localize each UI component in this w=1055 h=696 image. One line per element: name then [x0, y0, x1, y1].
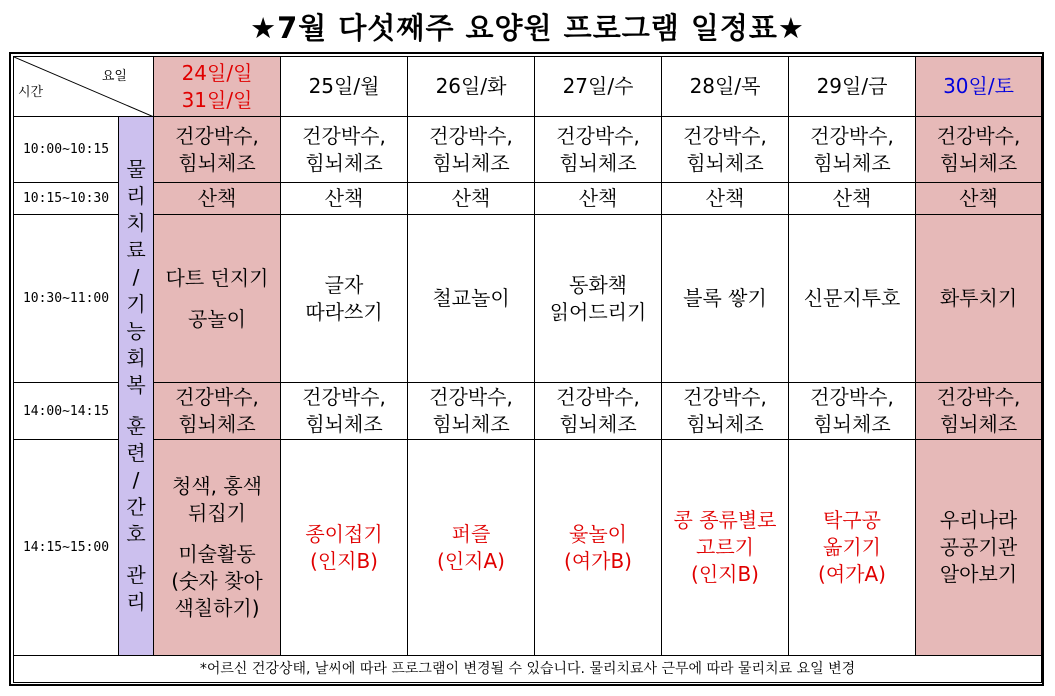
side-label-char: 기 [126, 292, 146, 316]
activity-line: 건강박수, [936, 123, 1021, 148]
day-header-tue [408, 57, 535, 117]
activity-line: 힘뇌체조 [178, 150, 256, 175]
activity-line: 옮기기 [823, 535, 881, 559]
activity-line: 산책 [451, 186, 491, 210]
activity-line: 따라쓰기 [305, 299, 383, 324]
activity-cell [535, 117, 662, 183]
weekday-label: 요일 [101, 69, 127, 84]
activity-cell [408, 215, 535, 383]
side-label-char: 물 [126, 157, 146, 181]
schedule-row [14, 183, 1042, 215]
activity-cell [408, 440, 535, 656]
activity-line: 힘뇌체조 [305, 412, 383, 436]
activity-line: 탁구공 [823, 508, 881, 532]
activity-line: (인지B) [691, 562, 759, 586]
activity-line: 힘뇌체조 [813, 150, 891, 175]
activity-cell [154, 440, 281, 656]
activity-cell [535, 440, 662, 656]
side-label-cell [119, 117, 154, 656]
activity-cell [789, 215, 916, 383]
activity-line: 힘뇌체조 [305, 150, 383, 175]
side-label-char: 복 [126, 373, 146, 397]
activity-line: 산책 [705, 186, 745, 210]
side-label-gap [119, 399, 153, 413]
schedule-table [13, 56, 1042, 683]
activity-line: 뒤집기 [188, 501, 246, 525]
activity-line: 힘뇌체조 [686, 412, 764, 436]
side-label-char: / [132, 468, 140, 492]
activity-line: (인지B) [310, 548, 378, 573]
day-header-sun [154, 57, 281, 117]
side-label-char: 치 [126, 211, 146, 235]
line-spacer [154, 527, 280, 541]
activity-line: 알아보기 [939, 562, 1018, 586]
time-cell: 14:00~14:15 [14, 383, 119, 440]
side-label-char: 료 [126, 238, 146, 262]
activity-line: 건강박수, [683, 123, 767, 148]
activity-line: 건강박수, [556, 385, 640, 409]
activity-line: 산책 [959, 186, 998, 210]
activity-cell [535, 383, 662, 440]
line-spacer [154, 292, 280, 306]
activity-cell [408, 383, 535, 440]
activity-line: 건강박수, [175, 385, 259, 409]
time-label: 시간 [18, 85, 44, 100]
side-label-char: 호 [126, 522, 146, 546]
activity-line: 힘뇌체조 [939, 412, 1018, 436]
activity-cell [916, 215, 1042, 383]
activity-line: 건강박수, [556, 123, 640, 148]
side-label-char: 회 [126, 346, 146, 370]
footer-row [14, 656, 1042, 683]
activity-cell [154, 117, 281, 183]
activity-cell [916, 440, 1042, 656]
side-label-char: 간 [126, 495, 146, 519]
activity-line: 신문지투호 [803, 286, 901, 310]
activity-line: 읽어드리기 [549, 299, 647, 324]
day-header-line: 30일/토 [943, 74, 1014, 98]
activity-line: 산책 [578, 186, 618, 210]
schedule-row [14, 440, 1042, 656]
activity-line: (여가A) [818, 562, 886, 586]
day-header-sat [916, 57, 1042, 117]
activity-cell [789, 383, 916, 440]
activity-line: 건강박수, [683, 385, 767, 409]
activity-line: 건강박수, [302, 123, 386, 148]
side-label-char: 리 [126, 590, 146, 614]
activity-line: 산책 [832, 186, 872, 210]
day-header-fri [789, 57, 916, 117]
activity-line: 글자 [324, 272, 364, 297]
schedule-row [14, 383, 1042, 440]
activity-line: 힘뇌체조 [432, 412, 510, 436]
activity-cell [916, 117, 1042, 183]
activity-line: 힘뇌체조 [178, 412, 256, 436]
activity-line: (숫자 찾아 [171, 569, 263, 593]
activity-line: 미술활동 [178, 542, 256, 566]
day-header-mon [281, 57, 408, 117]
day-header-line: 29일/금 [816, 74, 888, 98]
day-header-line: 27일/수 [562, 74, 634, 98]
activity-cell [789, 440, 916, 656]
activity-line: 청색, 홍색 [172, 474, 262, 498]
activity-cell [281, 183, 408, 215]
activity-cell [789, 183, 916, 215]
activity-line: 건강박수, [810, 123, 894, 148]
side-label-char: 련 [126, 441, 146, 465]
activity-line: 동화책 [569, 272, 627, 297]
activity-cell [408, 117, 535, 183]
activity-line: (인지A) [437, 548, 505, 573]
header-row [14, 57, 1042, 117]
side-label-char: 훈 [126, 414, 146, 438]
day-header-line: 28일/목 [689, 74, 761, 98]
activity-line: 퍼즐 [451, 521, 491, 546]
activity-line: 화투치기 [939, 286, 1018, 310]
time-cell: 10:30~11:00 [14, 215, 119, 383]
activity-line: 건강박수, [810, 385, 894, 409]
activity-cell [281, 440, 408, 656]
activity-line: 힘뇌체조 [559, 412, 637, 436]
time-cell: 14:15~15:00 [14, 440, 119, 656]
header-corner-cell [14, 57, 154, 117]
activity-cell [662, 183, 789, 215]
activity-line: 종이접기 [305, 521, 383, 546]
activity-cell [789, 117, 916, 183]
activity-line: 콩 종류별로 [673, 508, 777, 532]
activity-cell [662, 215, 789, 383]
footer-note: *어르신 건강상태, 날씨에 따라 프로그램이 변경될 수 있습니다. 물리치료사 근무에 따라 물리치료 요일 변경 [14, 656, 1042, 683]
activity-cell [916, 183, 1042, 215]
side-label-char: 리 [126, 184, 146, 208]
time-cell: 10:00~10:15 [14, 117, 119, 183]
activity-line: 건강박수, [429, 123, 513, 148]
side-label-char: 관 [126, 563, 146, 587]
activity-line: 산책 [324, 186, 364, 210]
activity-cell [535, 183, 662, 215]
activity-line: 건강박수, [175, 123, 259, 148]
activity-cell [281, 215, 408, 383]
schedule-row [14, 215, 1042, 383]
activity-cell [281, 117, 408, 183]
day-header-line: 31일/일 [181, 87, 253, 112]
activity-cell [662, 117, 789, 183]
side-label-char: 능 [126, 319, 146, 343]
side-label-char: / [132, 265, 140, 289]
activity-cell [154, 215, 281, 383]
activity-line: 공공기관 [939, 535, 1018, 559]
activity-cell [281, 383, 408, 440]
activity-line: 우리나라 [939, 508, 1018, 532]
activity-line: 공놀이 [188, 306, 246, 331]
schedule-row [14, 117, 1042, 183]
activity-line: 힘뇌체조 [432, 150, 510, 175]
side-label-gap [119, 548, 153, 562]
activity-cell [662, 440, 789, 656]
day-header-line: 25일/월 [308, 74, 380, 98]
activity-line: 윷놀이 [569, 521, 627, 546]
activity-line: 힘뇌체조 [686, 150, 764, 175]
activity-cell [916, 383, 1042, 440]
activity-cell [535, 215, 662, 383]
activity-cell [408, 183, 535, 215]
activity-line: 색칠하기) [174, 596, 260, 620]
day-header-thu [662, 57, 789, 117]
activity-line: 고르기 [696, 535, 754, 559]
activity-line: (여가B) [564, 548, 632, 573]
activity-line: 힘뇌체조 [559, 150, 637, 175]
activity-line: 다트 던지기 [165, 265, 269, 290]
activity-line: 건강박수, [302, 385, 386, 409]
activity-cell [154, 383, 281, 440]
activity-line: 건강박수, [936, 385, 1021, 409]
day-header-wed [535, 57, 662, 117]
page-title: ★7월 다섯째주 요양원 프로그램 일정표★ [250, 11, 805, 45]
activity-line: 블록 쌓기 [683, 286, 767, 310]
time-cell: 10:15~10:30 [14, 183, 119, 215]
activity-line: 힘뇌체조 [939, 150, 1018, 175]
activity-line: 건강박수, [429, 385, 513, 409]
day-header-line: 26일/화 [435, 74, 507, 98]
activity-cell [154, 183, 281, 215]
activity-line: 철교놀이 [432, 286, 510, 310]
activity-line: 힘뇌체조 [813, 412, 891, 436]
activity-line: 산책 [197, 186, 237, 210]
day-header-line: 24일/일 [181, 60, 253, 85]
activity-cell [662, 383, 789, 440]
